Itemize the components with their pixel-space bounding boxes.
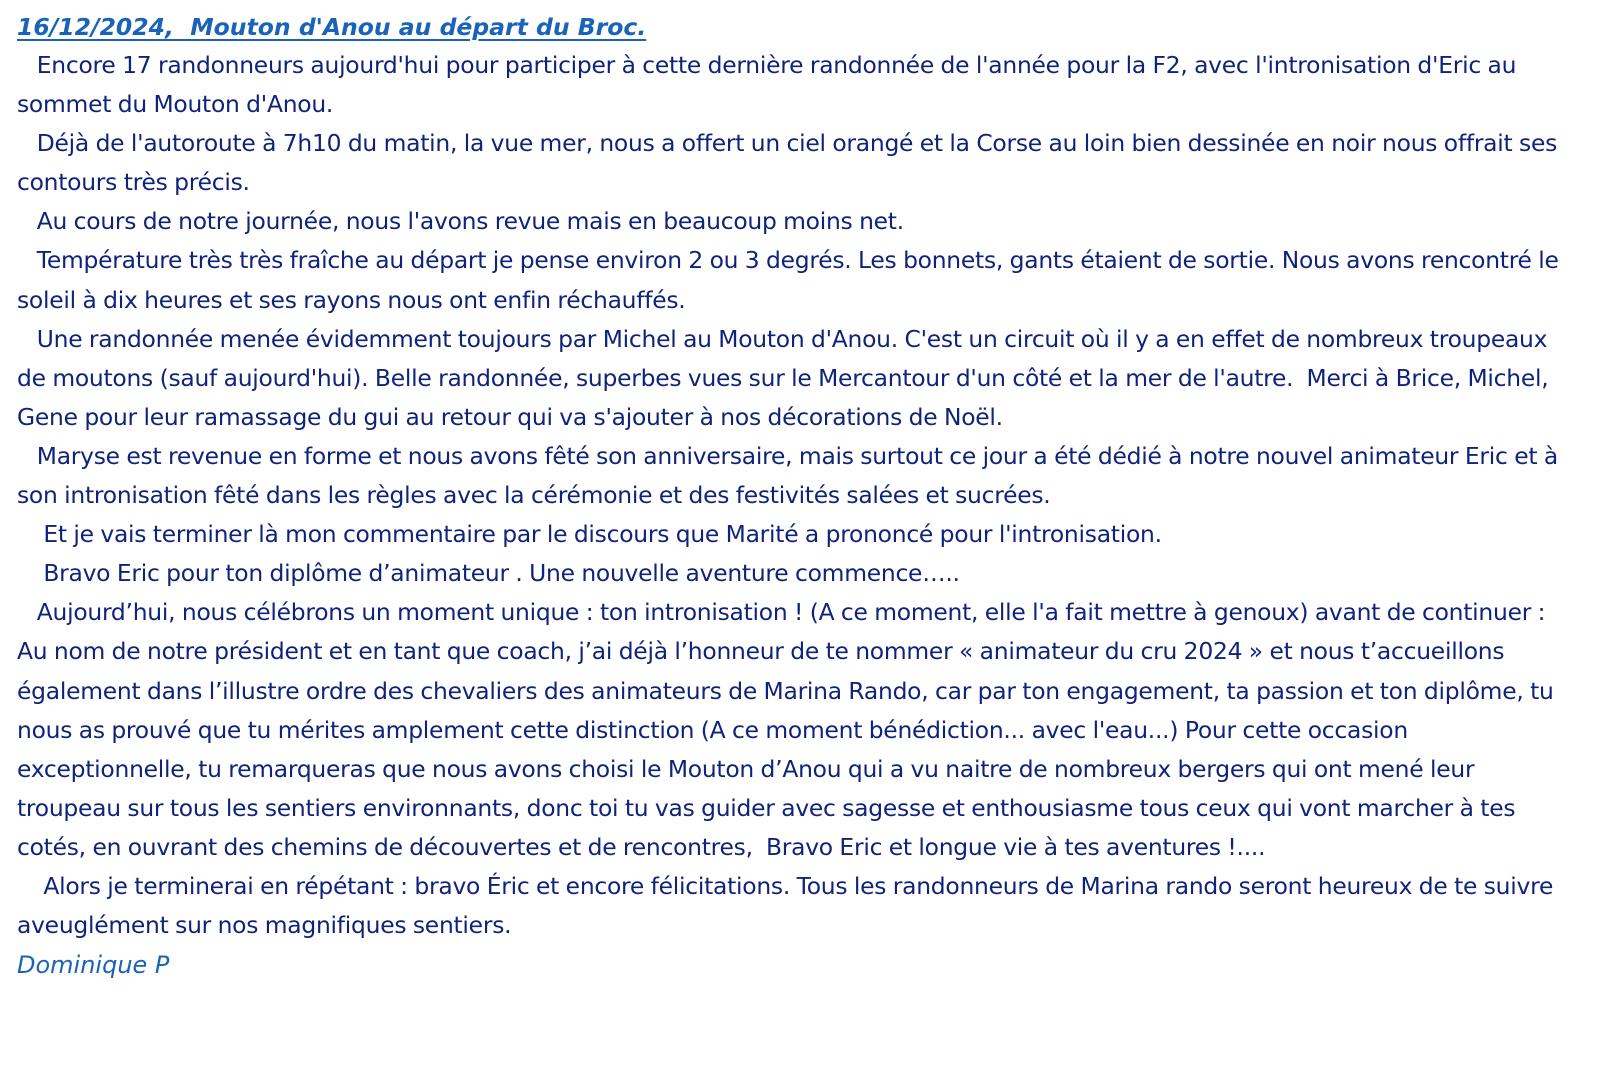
- author-signature: Dominique P: [17, 951, 170, 980]
- paragraph-day: Au cours de notre journée, nous l'avons revue mais en beaucoup moins net.: [17, 207, 904, 236]
- paragraph-speech-intro: Et je vais terminer là mon commentaire par le discours que Marité a prononcé pour l'intronisation.: [17, 520, 1162, 549]
- document-title: 16/12/2024, Mouton d'Anou au départ du Broc.: [17, 13, 647, 41]
- document-body: [17, 46, 1582, 945]
- paragraph-closing: Alors je terminerai en répétant : bravo Éric et encore félicitations. Tous les randonneurs de Marina rando seront heureux de te suivre aveuglément sur nos magnifiques sentiers.: [17, 871, 1560, 940]
- paragraph-speech: Aujourd’hui, nous célébrons un moment unique : ton intronisation ! (A ce moment, elle l'a fait mettre à genoux) avant de continuer : Au nom de notre président et en tant que coach, j’ai déjà l’honneur de te nommer « animateur du cru 2024 » et nous t’accueillons également dans l’illustre ordre des chevaliers des animateurs de Marina Rando, car par ton engagement, ta passion et ton diplôme, tu nous as prouvé que tu mérites amplement cette distinction (A ce moment bénédiction... avec l'eau...) Pour cette occasion exceptionnelle, tu remarqueras que nous avons choisi le Mouton d’Anou qui a vu naitre de nombreux bergers qui ont mené leur troupeau sur tous les sentiers environnants, donc toi tu vas guider avec sagesse et enthousiasme tous ceux qui vont marcher à tes cotés, en ouvrant des chemins de découvertes et de rencontres, Bravo Eric et longue vie à tes aventures !....: [17, 598, 1561, 861]
- paragraph-intro: Encore 17 randonneurs aujourd'hui pour participer à cette dernière randonnée de l'année pour la F2, avec l'intronisation d'Eric au sommet du Mouton d'Anou.: [17, 51, 1523, 119]
- paragraph-hike: Une randonnée menée évidemment toujours par Michel au Mouton d'Anou. C'est un circuit où il y a en effet de nombreux troupeaux de moutons (sauf aujourd'hui). Belle randonnée, superbes vues sur le Mercantour d'un côté et la mer de l'autre. Merci à Brice, Michel, Gene pour leur ramassage du gui au retour qui va s'ajouter à nos décorations de Noël.: [17, 324, 1556, 431]
- paragraph-sea-view: Déjà de l'autoroute à 7h10 du matin, la vue mer, nous a offert un ciel orangé et la Corse au loin bien dessinée en noir nous offrait ses contours très précis.: [17, 129, 1564, 197]
- paragraph-celebration: Maryse est revenue en forme et nous avons fêté son anniversaire, mais surtout ce jour a été dédié à notre nouvel animateur Eric et à son intronisation fêté dans les règles avec la cérémonie et des festivités salées et sucrées.: [17, 441, 1565, 510]
- paragraph-bravo: Bravo Eric pour ton diplôme d’animateur . Une nouvelle aventure commence…..: [17, 559, 960, 588]
- paragraph-temperature: Température très très fraîche au départ je pense environ 2 ou 3 degrés. Les bonnets, gants étaient de sortie. Nous avons rencontré le soleil à dix heures et ses rayons nous ont enfin réchauffés.: [17, 246, 1566, 314]
